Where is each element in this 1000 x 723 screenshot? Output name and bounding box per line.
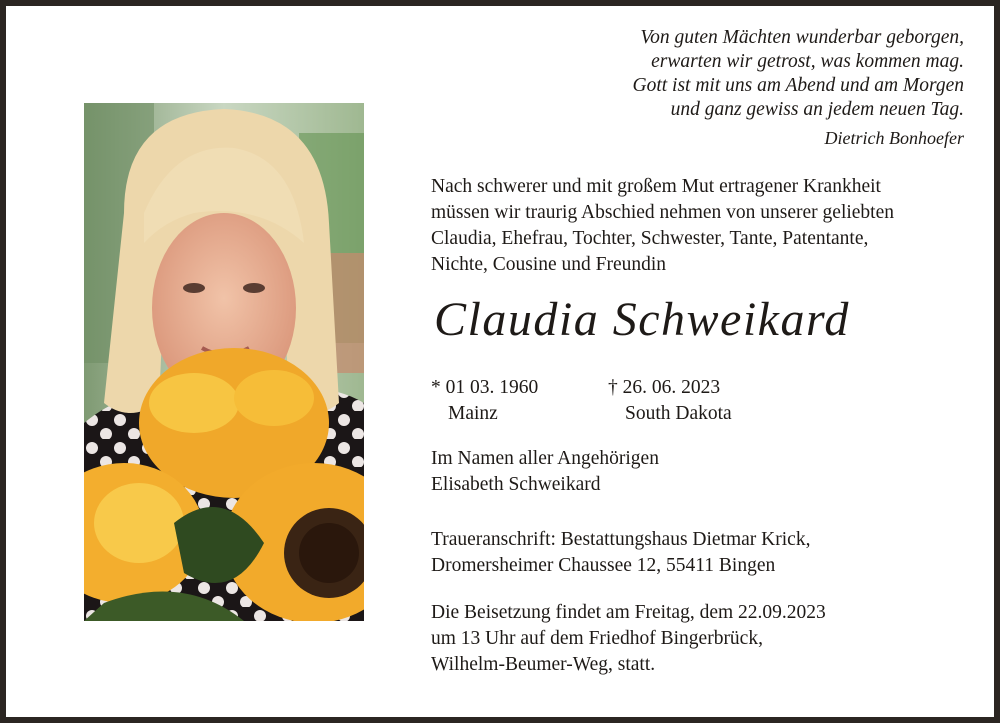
intro-line: müssen wir traurig Abschied nehmen von unserer geliebten [431, 202, 895, 223]
intro-text [431, 174, 991, 278]
portrait-photo [84, 103, 364, 621]
funeral-line: um 13 Uhr auf dem Friedhof Bingerbrück, [431, 628, 763, 649]
poem-line: erwarten wir getrost, was kommen mag. [651, 51, 964, 72]
family-line: Im Namen aller Angehörigen [431, 448, 659, 469]
intro-line: Claudia, Ehefrau, Tochter, Schwester, Tante, Patentante, [431, 228, 869, 249]
death-place: South Dakota [625, 403, 732, 424]
death-info [608, 375, 732, 427]
funeral-info [431, 600, 826, 678]
deceased-name: Claudia Schweikard [434, 293, 850, 346]
address-line: Traueranschrift: Bestattungshaus Dietmar Krick, [431, 529, 811, 550]
birth-info [431, 375, 538, 427]
poem-quote [444, 26, 964, 122]
family-signature [431, 446, 659, 498]
poem-line: und ganz gewiss an jedem neuen Tag. [670, 99, 964, 120]
address-line: Dromersheimer Chaussee 12, 55411 Bingen [431, 555, 776, 576]
condolence-address [431, 527, 810, 579]
death-date: † 26. 06. 2023 [608, 377, 721, 398]
intro-line: Nichte, Cousine und Freundin [431, 254, 667, 275]
poem-line: Von guten Mächten wunderbar geborgen, [640, 27, 964, 48]
poem-line: Gott ist mit uns am Abend und am Morgen [632, 75, 964, 96]
birth-place: Mainz [448, 403, 498, 424]
funeral-line: Die Beisetzung findet am Freitag, dem 22.09.2023 [431, 602, 826, 623]
intro-line: Nach schwerer und mit großem Mut ertragener Krankheit [431, 176, 881, 197]
family-line: Elisabeth Schweikard [431, 474, 601, 495]
portrait-image [84, 103, 364, 621]
funeral-line: Wilhelm-Beumer-Weg, statt. [431, 654, 656, 675]
birth-date: * 01 03. 1960 [431, 377, 539, 398]
poem-author: Dietrich Bonhoefer [824, 128, 964, 148]
